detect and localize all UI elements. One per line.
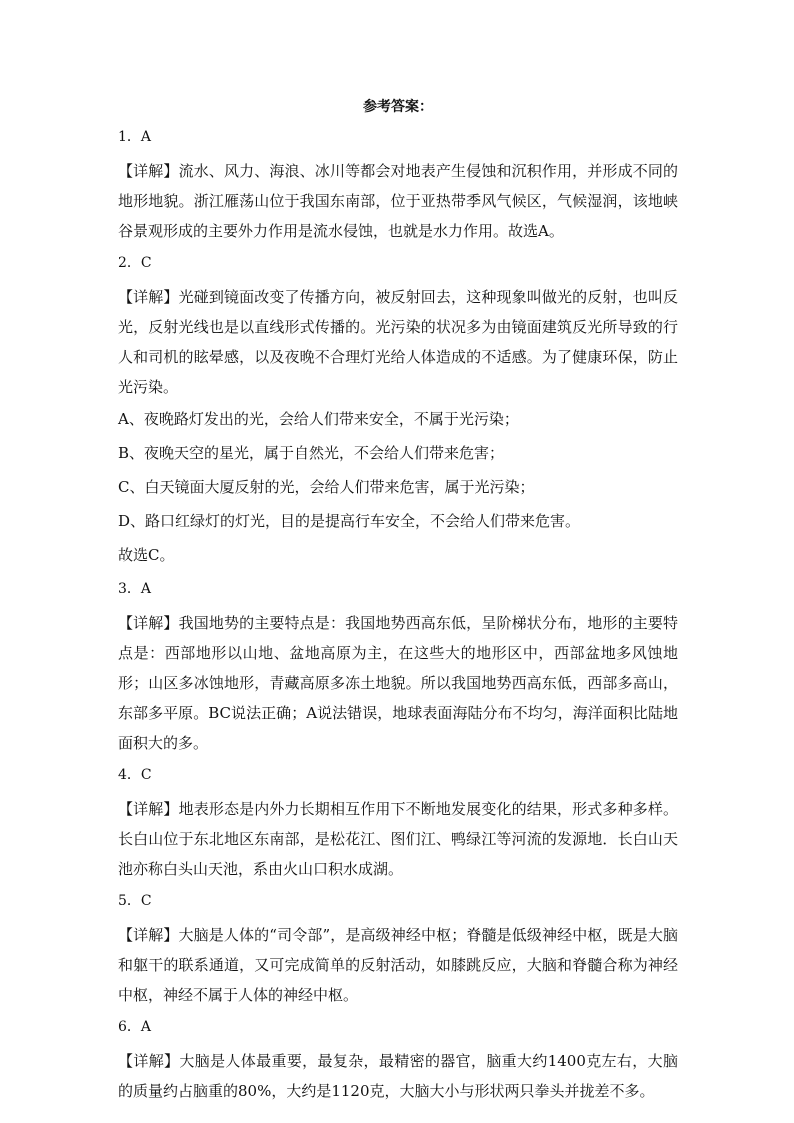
- question-5-number: 5．C: [118, 893, 152, 909]
- question-3-number: 3．A: [118, 581, 152, 597]
- explanation-text: 我国地势的主要特点是：我国地势西高东低，呈阶梯状分布，地形的主要特点是：西部地形以山地、盆地高原为主，在这些大的地形区中，西部盆地多风蚀地形；山区多冰蚀地形，青藏高原多冻土地貌。所以我国地势西高东低，西部多高山，东部多平原。BC说法正确；A说法错误，地球表面海陆分布不均匀，海洋面积比陆地面积大的多。: [118, 614, 678, 752]
- question-6-number: 6．A: [118, 1019, 152, 1035]
- question-3-explanation: [118, 608, 678, 758]
- question-4-explanation: [118, 794, 678, 884]
- question-2-option-d: D、路口红绿灯的灯光，目的是提高行车安全，不会给人们带来危害。: [118, 512, 581, 530]
- explanation-text: 大脑是人体的“司令部”，是高级神经中枢；脊髓是低级神经中枢，既是大脑和躯干的联系通道，又可完成简单的反射活动，如膝跳反应，大脑和脊髓合称为神经中枢，神经不属于人体的神经中枢。: [118, 926, 678, 1004]
- explanation-tag: 【详解】: [118, 614, 179, 632]
- question-5-explanation: [118, 920, 678, 1010]
- explanation-tag: 【详解】: [118, 162, 179, 180]
- explanation-tag: 【详解】: [118, 1052, 180, 1070]
- explanation-text: 光碰到镜面改变了传播方向，被反射回去，这种现象叫做光的反射，也叫反光，反射光线也是以直线形式传播的。光污染的状况多为由镜面建筑反光所导致的行人和司机的眩晕感，以及夜晚不合理灯光给人体造成的不适感。为了健康环保，防止光污染。: [118, 288, 678, 396]
- question-4-number: 4．C: [118, 767, 152, 783]
- question-6-explanation: [118, 1046, 678, 1106]
- question-2-option-a: A、夜晚路灯发出的光，会给人们带来安全，不属于光污染；: [118, 410, 519, 428]
- question-2-option-c: C、白天镜面大厦反射的光，会给人们带来危害，属于光污染；: [118, 478, 535, 496]
- explanation-text: 流水、风力、海浪、冰川等都会对地表产生侵蚀和沉积作用，并形成不同的地形地貌。浙江雁荡山位于我国东南部，位于亚热带季风气候区，气候湿润，该地峡谷景观形成的主要外力作用是流水侵蚀，也就是水力作用。故选A。: [118, 162, 678, 240]
- question-2-conclusion: 故选C。: [118, 546, 175, 564]
- explanation-tag: 【详解】: [118, 800, 179, 818]
- question-2-explanation: [118, 282, 678, 402]
- question-1-explanation: [118, 156, 678, 246]
- page-title: 参考答案：: [363, 99, 433, 115]
- explanation-tag: 【详解】: [118, 288, 179, 306]
- question-2-number: 2．C: [118, 255, 152, 271]
- explanation-tag: 【详解】: [118, 926, 179, 944]
- answer-page: [118, 96, 678, 1112]
- question-1-number: 1．A: [118, 129, 152, 145]
- explanation-text: 大脑是人体最重要，最复杂，最精密的器官，脑重大约1400克左右，大脑的质量约占脑重的80%，大约是1120克，大脑大小与形状两只拳头并拢差不多。: [118, 1052, 678, 1100]
- question-2-option-b: B、夜晚天空的星光，属于自然光，不会给人们带来危害；: [118, 444, 505, 462]
- explanation-text: 地表形态是内外力长期相互作用下不断地发展变化的结果，形式多种多样。长白山位于东北地区东南部，是松花江、图们江、鸭绿江等河流的发源地．长白山天池亦称白头山天池，系由火山口积水成湖。: [118, 800, 678, 878]
